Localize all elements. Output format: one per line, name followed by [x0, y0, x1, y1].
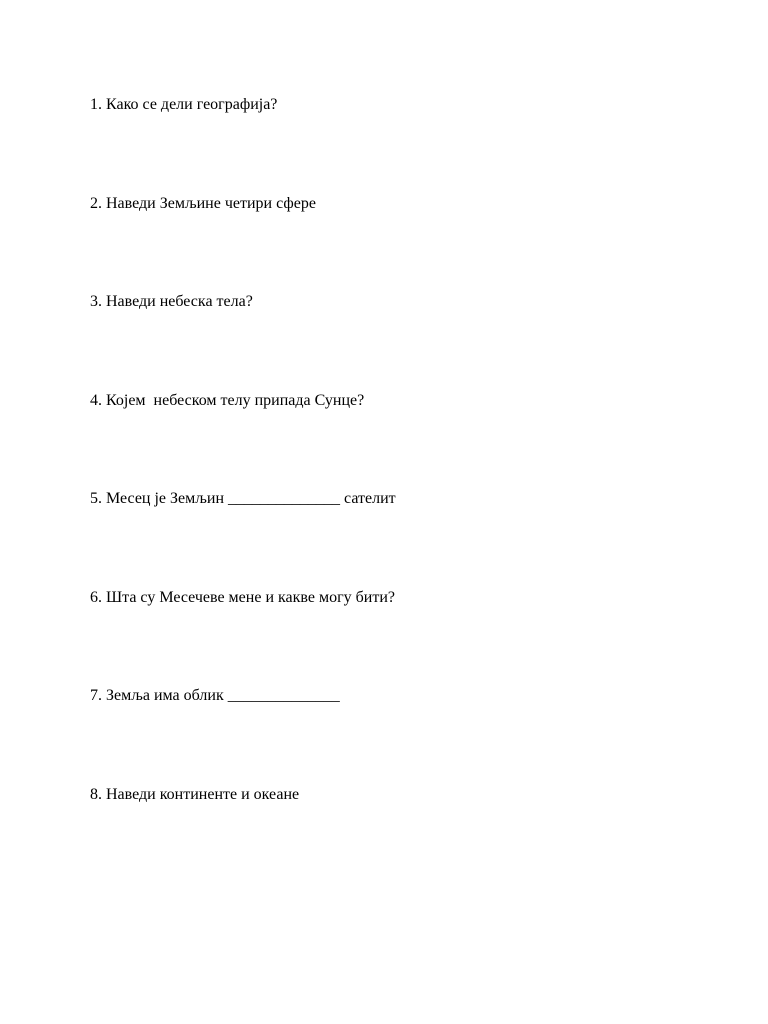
question-5: 5. Месец је Земљин ______________ сателит [90, 490, 396, 507]
question-4: 4. Којем небеском телу припада Сунце? [90, 392, 365, 409]
question-3: 3. Наведи небеска тела? [90, 293, 253, 310]
question-2: 2. Наведи Земљине четири сфере [90, 195, 316, 212]
question-8: 8. Наведи континенте и океане [90, 786, 300, 803]
question-6: 6. Шта су Месечеве мене и какве могу бити? [90, 589, 396, 606]
question-7: 7. Земља има облик ______________ [90, 687, 340, 704]
question-1: 1. Како се дели географија? [90, 96, 278, 113]
